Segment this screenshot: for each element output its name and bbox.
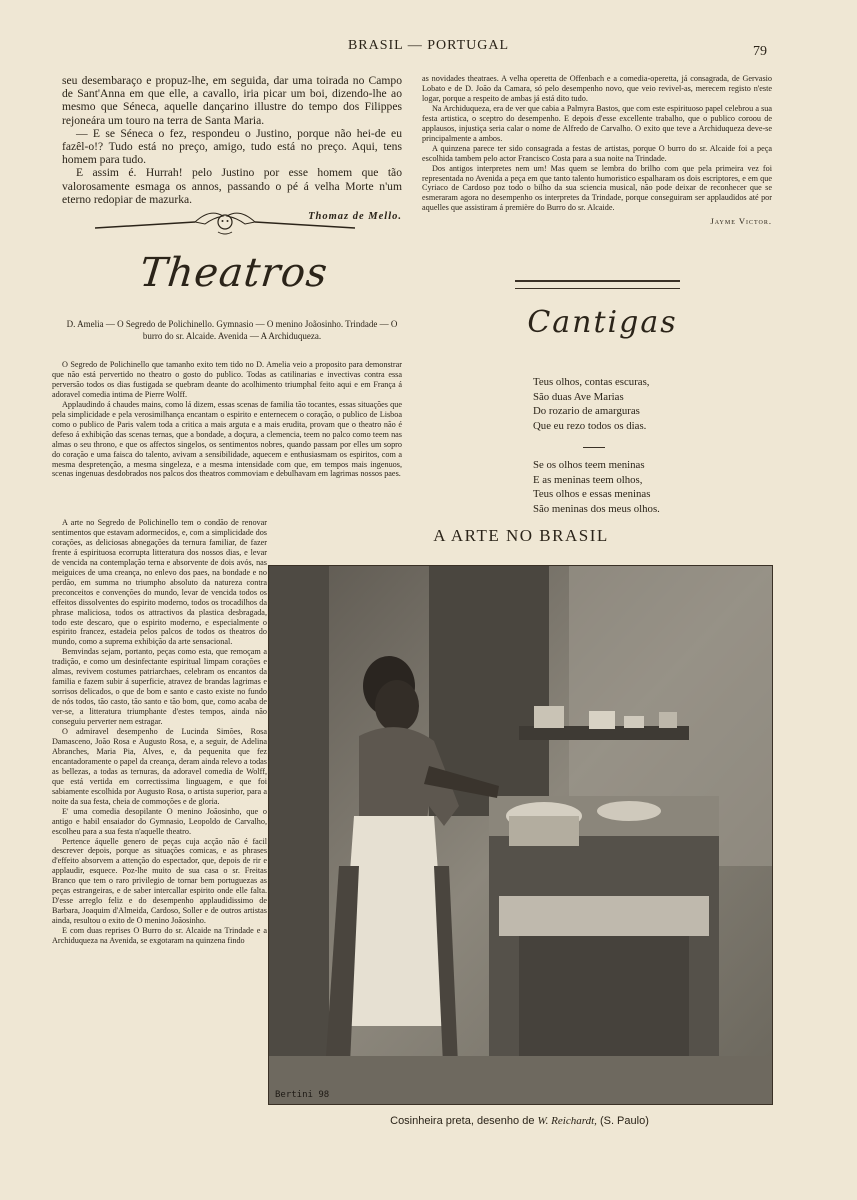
lead-signature: Thomaz de Mello. xyxy=(308,211,402,223)
poem-line: São meninas dos meus olhos. xyxy=(533,502,660,515)
running-header: BRASIL — PORTUGAL xyxy=(347,38,510,53)
illustration-cook xyxy=(268,565,773,1105)
theatros-paragraph: E' uma comedia desopilante O menino Joãosinho, que o antigo e habil ensaiador do Gymnasio, Leopoldo de Carvalho, escolheu para a sua festa n'aquelle theatro. xyxy=(52,806,267,836)
section-divider xyxy=(515,280,680,289)
lead-paragraph: seu desembaraço e propuz-lhe, em seguida, dar uma toirada no Campo de Sant'Anna em que elle, a cavallo, iria picar um boi, dizendo-lhe ao mesmo que Séneca, aquelle dançarino illustre do tempo dos Filippes rejoneára um touro na terra de Santa Maria. xyxy=(62,74,402,127)
lead-paragraph: — E se Séneca o fez, respondeu o Justino, porque não hei-de eu fazêl-o!? Tudo está no preço, amigo, tudo está no preço. Aqui, tens homem para tudo. xyxy=(62,126,402,167)
illustration-caption xyxy=(268,1115,771,1127)
theatros-paragraph: Applaudindo á chaudes mains, como lá dizem, essas scenas de familia tão tocantes, essas situações que pela simplicidade e pela verosimilhança encantam o espirito e enternecem o coração, o publico de Lisboa como o publico de Paris valem toda a critica a mais arguta e a mais erudita, provam que o theatro não é defeso á exhibição das scenas ternas, que a bondade, a doçura, a clemencia, teem no palco como teem nas almas o seu throno, e que os affectos singelos, os sentimentos nobres, quando passam por elles um sopro do coração e uma faisca do talento, avivam a sensibilidade, aquecem e enthusiasmam os espiritos, com a mesma despretenção, a mesma singeleza, e a mesma intensidade com que, em tempos mais ingenuos, scenas ingenuas desdobrados nos palcos dos theatros commoviam e debulhavam em lagrimas nossos paes. xyxy=(52,399,402,479)
theatros-paragraph: E com duas reprises O Burro do sr. Alcaide na Trindade e a Archiduqueza na Avenida, se exgotaram na quinzena findo xyxy=(52,926,267,946)
winged-ornament xyxy=(95,206,355,236)
lead-paragraph: E assim é. Hurrah! pelo Justino por esse homem que tão valorosamente esmaga os annos, passando o pé á velha Morte n'um eterno redopiar de mazurka. xyxy=(62,166,402,206)
engraver-mark: Bertini 98 xyxy=(275,1090,330,1100)
poem-line: Se os olhos teem meninas xyxy=(533,459,645,471)
poem-stanza xyxy=(533,375,733,433)
theatros-paragraph: O Segredo de Polichinello que tamanho exito tem tido no D. Amelia veio a proposito para demonstrar que não está pervertido no theatro o gosto do publico. Todas as catilinarias e invectivas contra essa perversão todos os dias fustigada se quebram deante do acolhimento triumphal feito aqui e em França á adoravel comedia intima de Pierre Wolff. xyxy=(52,360,402,399)
theatros-paragraph: O admiravel desempenho de Lucinda Simões, Rosa Damasceno, João Rosa e Augusto Rosa, e, a seguir, de Adelina Abranches, Maria Pia, Alves, e, da pequenita que fez encantadoramente o papel da creança, deram ainda relevo a todas as bellezas, a todas as ternuras, da adoravel comedia de Wolff, que está vertida em correctissima linguagem, e que foi sabiamente escolhida por Augusto Rosa, o artista superior, para a noite da sua festa, cheia de commoções e de gloria. xyxy=(52,727,267,806)
right-column-text xyxy=(422,74,772,227)
stanza-separator xyxy=(583,447,605,448)
theatros-paragraph: Bemvindas sejam, portanto, peças como esta, que remoçam a tradição, e como um desinfectante espiritual limpam corações e almas, revivem costumes patriarchaes, celebram os encantos da familia e fazem subir á superficie, atravez de brandas lagrimas e sorrisos delicados, o que de bom e santo e casto existe no fundo de nós todos, tão casto, tão santo e tão bom, que, como acaba de ver-se, a litteratura triumphante d'estes tempos, ainda não conseguiu perverter nem estragar. xyxy=(52,647,267,727)
poem-line: Teus olhos, contas escuras, xyxy=(533,376,650,388)
poem-line: Do rozario de amarguras xyxy=(533,405,640,417)
theatros-subheading: D. Amelia — O Segredo de Polichinello. Gymnasio — O menino Joãosinho. Trindade — O burro do sr. Alcaide. Avenida — A Archiduqueza. xyxy=(66,319,398,341)
caption-artist: W. Reichardt, xyxy=(537,1115,597,1127)
poem-line: E as meninas teem olhos, xyxy=(533,473,643,486)
theatros-paragraph: A arte no Segredo de Polichinello tem o condão de renovar sentimentos que estavam adormecidos, e, com a simplicidade dos corações, as deliciosas abnegações da ternura familiar, de fazer frente á espirituosa ecorrupta litteratura dos nossos dias, e levar de vencida na contemplação terna e absorvente de dois avós, nas meiguices de uma creança, no enlevo dos paes, na bondade e no perdão, em summa no triumpho absoluto da natureza contra preconceitos e convenções do mundo, levar de vencida todos os effeitos dissolventes do espirito moderno, todos os trocadilhos da phrase maliciosa, todos os attractivos da plastica desbragada, todo este descaro, que o espirito moderno, e especialmente o espirito francez, estadeia pelos palcos de todos os theatros do mundo, como a suprema exhibição da arte sensacional. xyxy=(52,518,267,647)
poem-line: São duas Ave Marias xyxy=(533,390,624,403)
poem-stanza xyxy=(533,458,733,516)
theatros-wide-text xyxy=(52,360,402,479)
theatros-paragraph: Pertence áquelle genero de peças cuja acção não é facil descrever depois, porque as situações comicas, e as phrases d'effeito absorvem a attenção do espectador, que, depois de rir e applaudir, esquece. Poz-lhe muito de sua casa o sr. Freitas Branco que tem o raro privilegio de tornar bem portuguezas as peças estrangeiras, e de saber intercallar espirito onde elle falta. D'esse arreglo feliz e do desempenho applaudidissimo de Barbara, Joaquim d'Almeida, Cardoso, Soller e de outros artistas ainda, resultou o exito de O menino Joãosinho. xyxy=(52,836,267,926)
right-signature: Jayme Victor. xyxy=(710,216,772,227)
caption-place: (S. Paulo) xyxy=(596,1115,649,1127)
page-number: 79 xyxy=(753,44,767,59)
section-title-theatros: Theatros xyxy=(137,250,331,296)
lead-article xyxy=(62,74,402,223)
poem-line: Que eu rezo todos os dias. xyxy=(533,419,647,432)
section-title-arte: A ARTE NO BRASIL xyxy=(433,526,609,545)
caption-text: Cosinheira preta, desenho de xyxy=(390,1115,538,1127)
section-title-cantigas: Cantigas xyxy=(527,305,678,340)
right-paragraph: as novidades theatraes. A velha operetta de Offenbach e a comedia-operetta, já consagrada, de Gervasio Lobato e de D. João da Camara, só pelo desempenho novo, que veio revivel-as, merecem registo n'este logar, porque a respeito de ambas já está dito tudo. xyxy=(422,74,772,103)
right-paragraph: A quinzena parece ter sido consagrada a festas de artistas, porque O burro do sr. Alcaide foi a peça escolhida tambem pelo actor Francisco Costa para a sua noite na Trindade. xyxy=(422,143,772,163)
poem-line: Teus olhos e essas meninas xyxy=(533,488,651,500)
cantigas-poem xyxy=(533,375,733,530)
right-paragraph: Dos antigos interpretes nem um! Mas quem se lembra do brilho com que pela primeira vez foi representada no Avenida a peça em que tanto talento humoristico espalharam os dois escriptores, e em que Cyriaco de Cardoso poz todo o bilho da sua sciencia musical, não pode deixar de reconhecer que se esmeraram agora no desempenho os interpretes da Trindade, porque conseguiram ser applaudidos até por aquelles que assistiram á première do Burro do sr. Alcaide. xyxy=(422,163,772,213)
theatros-narrow-text xyxy=(52,518,267,946)
right-paragraph: Na Archiduqueza, era de ver que cabia a Palmyra Bastos, que com este espirituoso papel celebrou a sua festa artistica, o sceptro do desempenho. E depois d'esse excellente trabalho, que o publico coroou de applausos, injustiça seria calar o nome de Alfredo de Carvalho. O exito que teve a Archiduqueza deve-se principalmente a ambos. xyxy=(422,103,772,143)
